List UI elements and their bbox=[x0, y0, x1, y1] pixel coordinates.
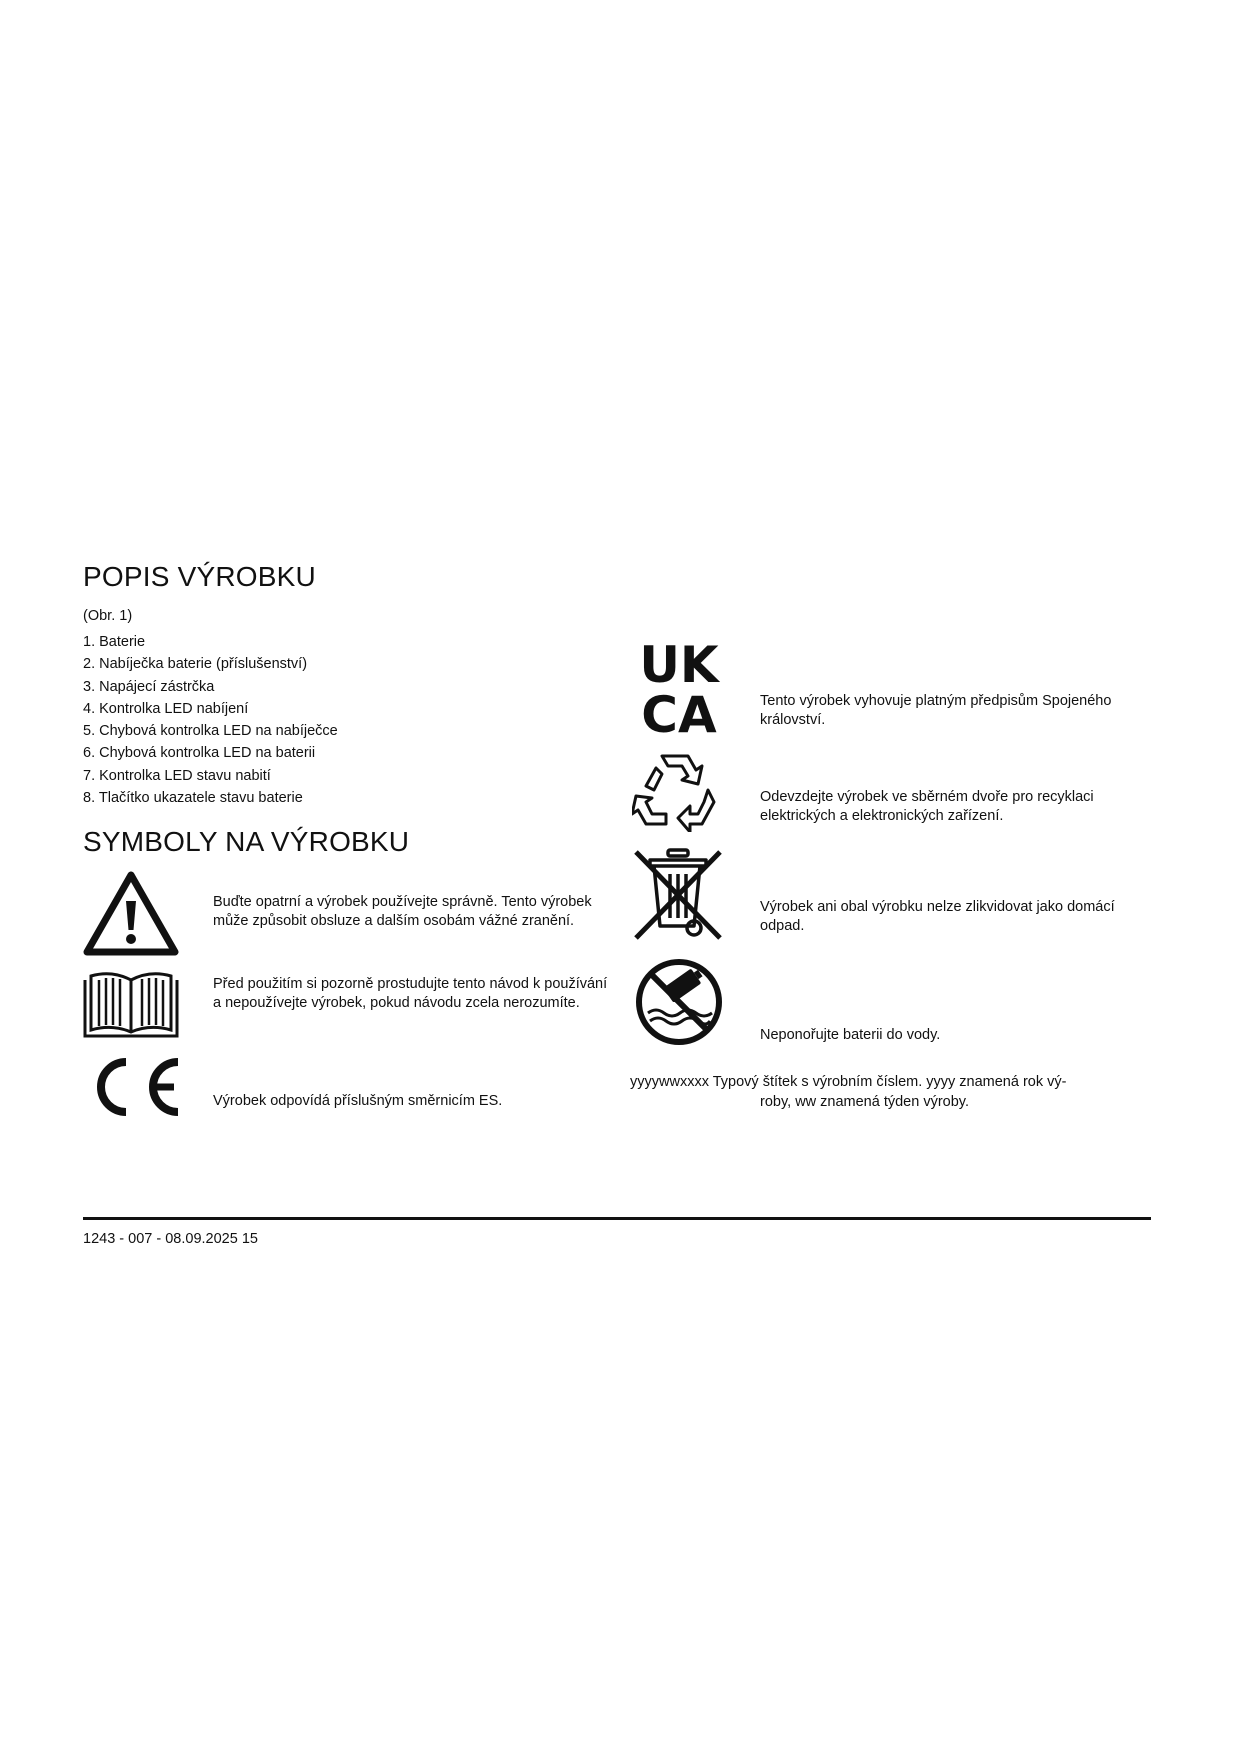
parts-list bbox=[83, 631, 338, 809]
section-title-symbols: SYMBOLY NA VÝROBKU bbox=[83, 826, 410, 857]
symbol-text-warning: Buďte opatrní a výrobek používejte správně. Tento výrobek může způsobit obsluze a dalším osobám vážné zranění. bbox=[213, 894, 592, 929]
open-manual-book-icon bbox=[82, 968, 180, 1040]
symbol-text-water: Neponořujte baterii do vody. bbox=[760, 1027, 941, 1043]
crossed-out-bin-icon bbox=[632, 846, 724, 942]
symbol-text-recycle: Odevzdejte výrobek ve sběrném dvoře pro recyklaci elektrických a elektronických zařízení. bbox=[760, 789, 1094, 824]
ukca-mark-icon bbox=[630, 637, 728, 735]
footer-rule bbox=[83, 1217, 1151, 1220]
serial-text-2: roby, ww znamená týden výroby. bbox=[760, 1094, 969, 1110]
section-title-product-description: POPIS VÝROBKU bbox=[83, 561, 316, 592]
warning-triangle-icon bbox=[82, 870, 180, 958]
list-item: 5. Chybová kontrolka LED na nabíječce bbox=[83, 723, 338, 740]
footer-doc-ref: 1243 - 007 - 08.09.2025 bbox=[83, 1231, 238, 1247]
list-item: 7. Kontrolka LED stavu nabití bbox=[83, 767, 271, 784]
serial-line-1 bbox=[630, 1073, 1066, 1092]
serial-code: yyyywwxxxx bbox=[630, 1074, 709, 1090]
symbol-text-ukca: Tento výrobek vyhovuje platným předpisům Spojeného království. bbox=[760, 693, 1112, 728]
list-item: 2. Nabíječka baterie (příslušenství) bbox=[83, 656, 308, 673]
symbol-text-waste: Výrobek ani obal výrobku nelze zlikvidovat jako domácí odpad. bbox=[760, 899, 1115, 934]
list-item: 8. Tlačítko ukazatele stavu baterie bbox=[83, 790, 303, 807]
list-item: 4. Kontrolka LED nabíjení bbox=[83, 700, 249, 717]
symbol-text-manual: Před použitím si pozorně prostudujte tento návod k používání a nepoužívejte výrobek, pokud návodu zcela nerozumíte. bbox=[213, 976, 608, 1011]
no-battery-in-water-icon bbox=[634, 957, 724, 1047]
recycle-icon bbox=[632, 746, 718, 832]
ukca-line-1: UK bbox=[639, 637, 719, 694]
page-number: 15 bbox=[241, 1231, 258, 1247]
list-item: 3. Napájecí zástrčka bbox=[83, 678, 215, 695]
list-item: 6. Chybová kontrolka LED na baterii bbox=[83, 745, 316, 762]
footer bbox=[83, 1229, 258, 1249]
ukca-line-2: CA bbox=[641, 686, 717, 735]
figure-reference: (Obr. 1) bbox=[83, 608, 133, 624]
ce-mark-icon bbox=[82, 1057, 182, 1117]
list-item: 1. Baterie bbox=[83, 634, 146, 650]
serial-text-1: Typový štítek s výrobním číslem. yyyy znamená rok vý- bbox=[712, 1074, 1067, 1090]
symbol-text-ce: Výrobek odpovídá příslušným směrnicím ES. bbox=[213, 1093, 503, 1109]
